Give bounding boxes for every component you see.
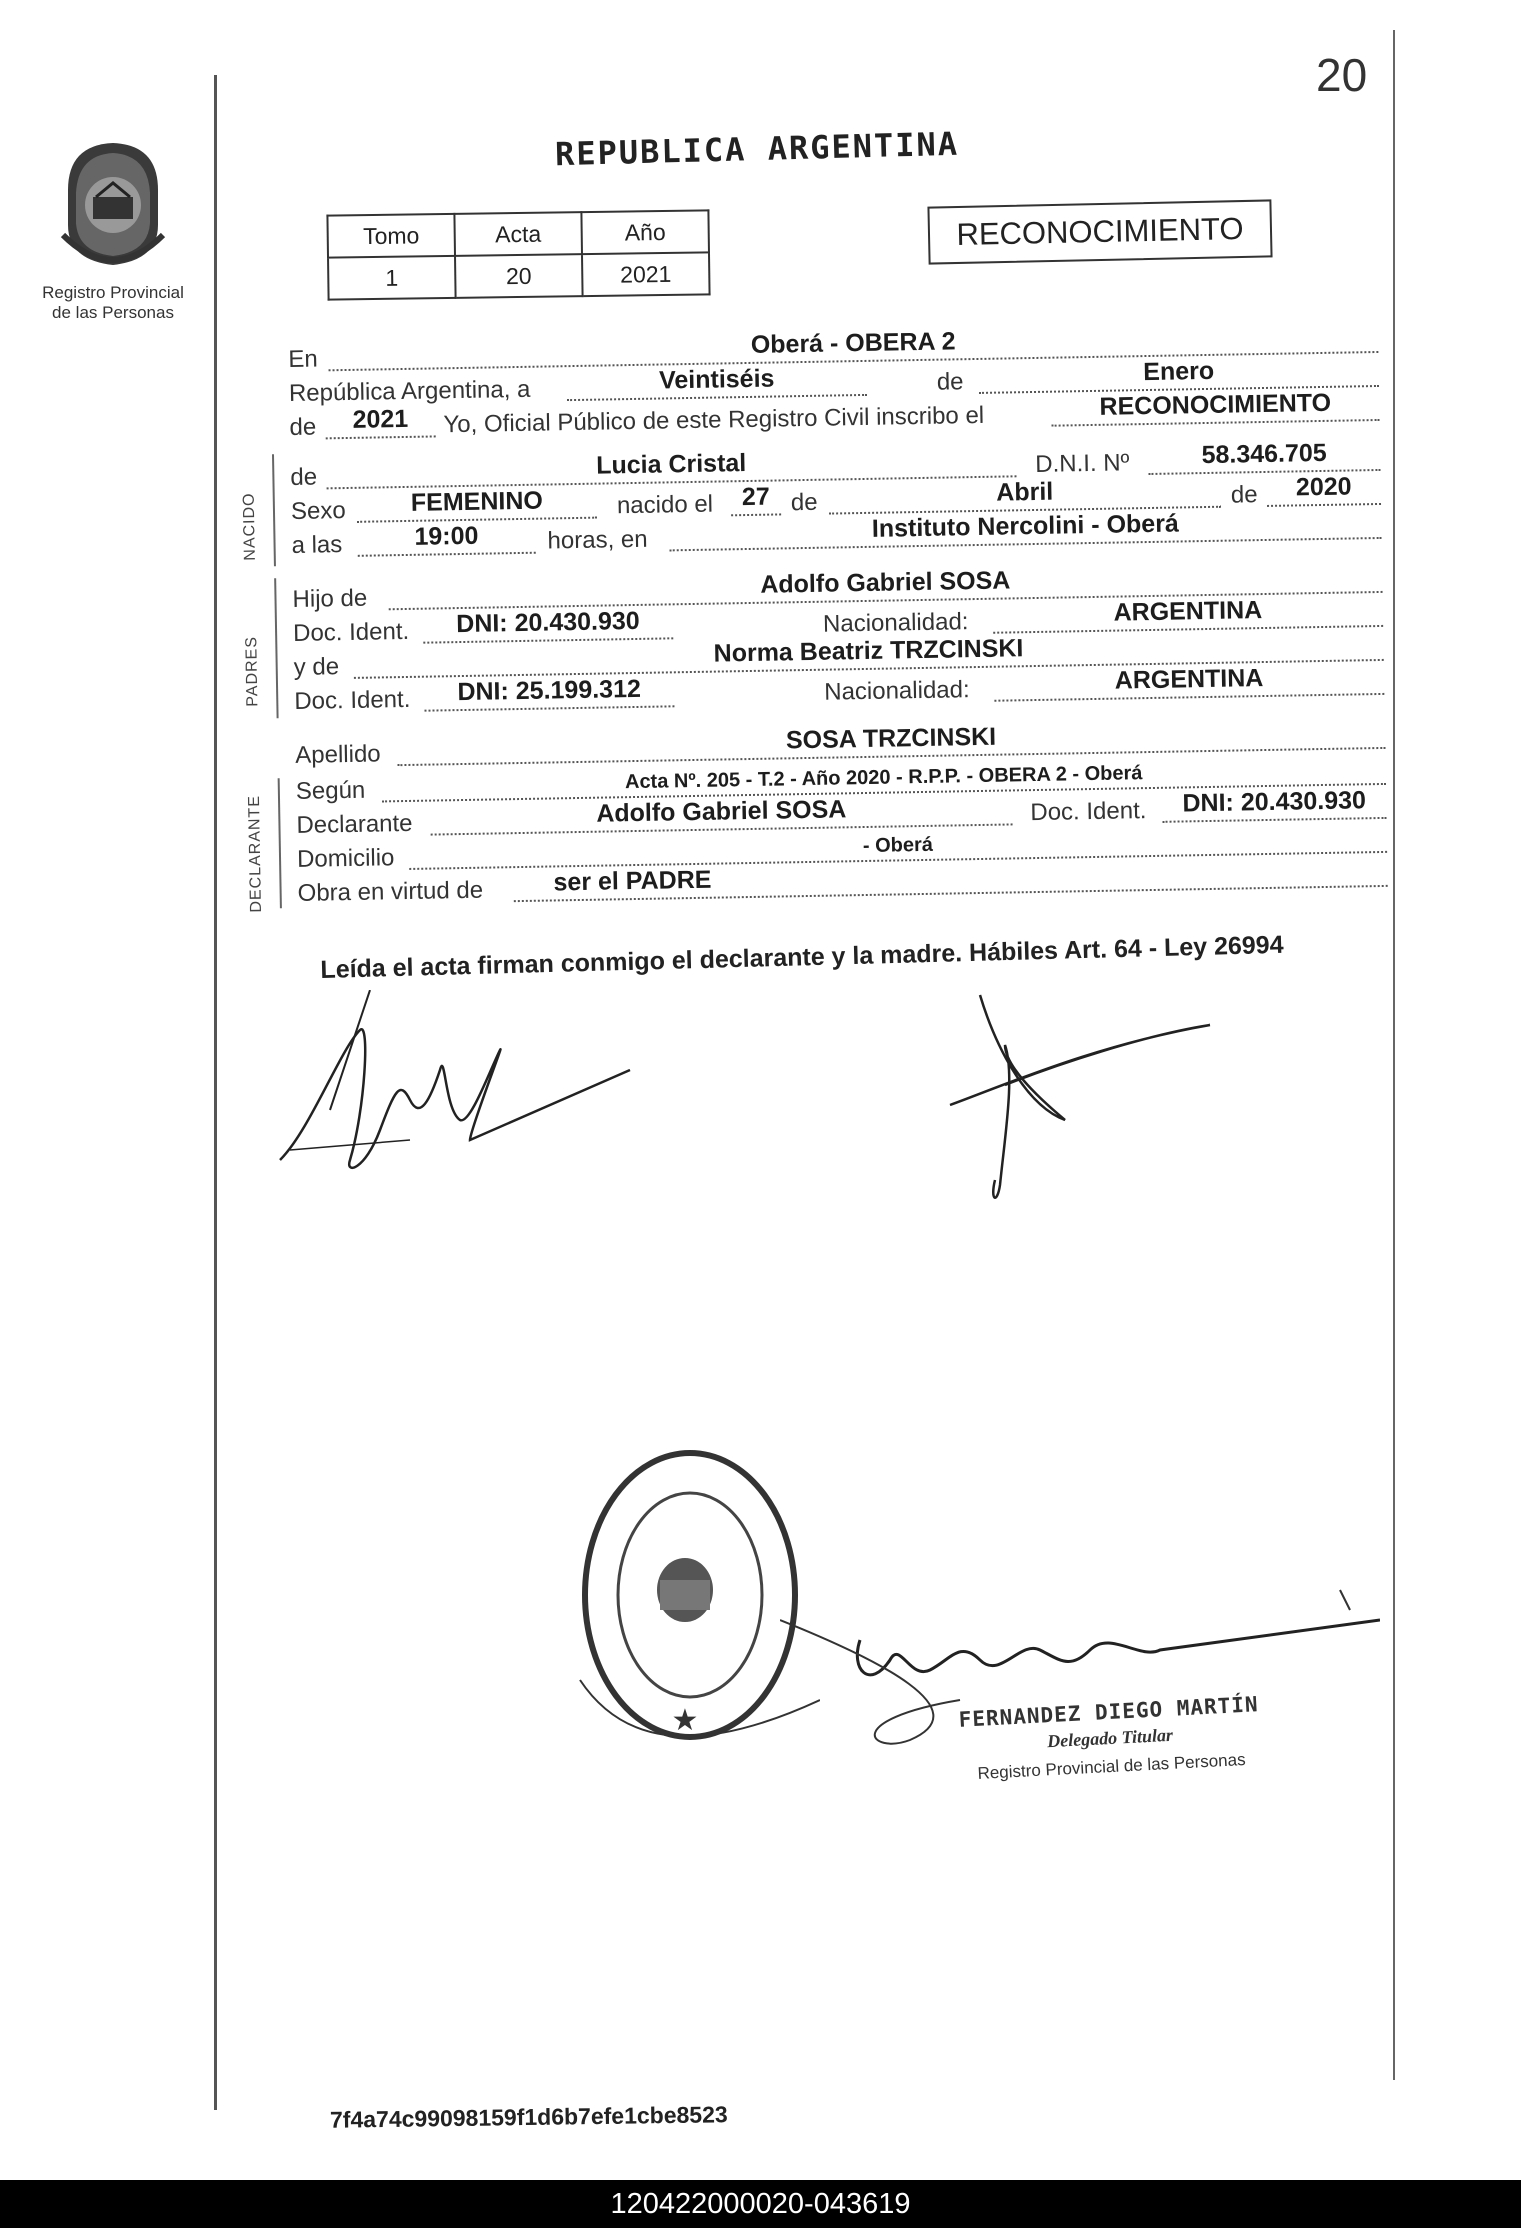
value-en: Oberá - OBERA 2 — [750, 327, 956, 359]
official-block — [958, 1692, 1262, 1785]
label-declarante: Declarante — [296, 809, 413, 839]
value-obra: ser el PADRE — [553, 865, 712, 897]
official-org: Registro Provincial de las Personas — [977, 1749, 1247, 1783]
value-domicilio: - Oberá — [862, 833, 934, 858]
logo-caption-line1: Registro Provincial — [42, 283, 184, 302]
value-lugar: Instituto Nercolini - Oberá — [871, 509, 1180, 543]
field-madre-doc — [424, 674, 674, 711]
tomo-acta-ano-table — [326, 209, 710, 300]
side-label-declarante: DECLARANTE — [245, 794, 265, 913]
field-inscribo — [1051, 388, 1379, 427]
value-padre: Adolfo Gabriel SOSA — [760, 566, 1011, 599]
value-madre-nac: ARGENTINA — [1114, 664, 1264, 695]
right-margin-line — [1393, 30, 1395, 2080]
label-nac2: Nacionalidad: — [823, 676, 970, 706]
left-margin-line — [214, 75, 217, 2110]
province-seal-icon — [48, 135, 178, 275]
label-obra: Obra en virtud de — [297, 876, 484, 907]
label-de3: de — [290, 463, 318, 491]
label-nac1: Nacionalidad: — [822, 608, 969, 638]
label-doc2: Doc. Ident. — [294, 685, 411, 715]
label-sexo: Sexo — [290, 497, 346, 525]
label-segun: Según — [295, 776, 366, 805]
closing-statement: Leída el acta firman conmigo el declarante y la madre. Hábiles Art. 64 - Ley 26994 — [320, 930, 1284, 984]
value-madre-doc: DNI: 25.199.312 — [457, 674, 642, 707]
value-madre: Norma Beatriz TRZCINSKI — [713, 634, 1024, 668]
value-padre-doc: DNI: 20.430.930 — [456, 606, 640, 639]
field-day — [567, 366, 867, 401]
label-en: En — [288, 345, 318, 373]
label-domicilio: Domicilio — [296, 844, 395, 873]
field-padre-doc — [423, 606, 673, 643]
field-sexo — [357, 486, 597, 523]
value-month: Enero — [1143, 356, 1215, 387]
value-declarante-doc: DNI: 20.430.930 — [1182, 786, 1367, 818]
header-acta: Acta — [454, 212, 582, 256]
value-segun: Acta Nº. 205 - T.2 - Año 2020 - R.P.P. - OBERA 2 - Oberá — [624, 762, 1143, 794]
registry-logo — [28, 135, 198, 323]
value-day: Veintiséis — [658, 364, 775, 395]
mother-signature-icon — [945, 985, 1215, 1215]
value-dni: 58.346.705 — [1201, 438, 1327, 470]
record-form — [240, 321, 1404, 1000]
label-yde: y de — [293, 653, 340, 681]
label-de4: de — [790, 488, 818, 517]
declarante-bar — [278, 778, 282, 908]
label-dni: D.N.I. Nº — [1035, 449, 1130, 478]
official-role: Delegado Titular — [1046, 1724, 1174, 1752]
field-declarante-doc — [1162, 786, 1386, 823]
field-nac-year — [1267, 472, 1382, 507]
value-declarante: Adolfo Gabriel SOSA — [596, 795, 847, 828]
value-sexo: FEMENINO — [410, 486, 544, 517]
record-type-box: RECONOCIMIENTO — [927, 199, 1272, 264]
field-madre-nac — [994, 665, 1384, 702]
side-label-nacido: NACIDO — [240, 492, 259, 561]
label-horas: horas, en — [547, 525, 648, 555]
logo-caption-line2: de las Personas — [52, 303, 174, 322]
padres-bar — [274, 578, 278, 718]
declarant-signature-icon — [270, 990, 650, 1190]
value-nac-month: Abril — [996, 477, 1054, 507]
field-year — [325, 404, 436, 439]
svg-text:★: ★ — [671, 1703, 699, 1738]
label-nacido: nacido el — [616, 490, 714, 520]
label-inscribo: Yo, Oficial Público de este Registro Civil inscribo el — [443, 401, 985, 439]
label-doc1: Doc. Ident. — [292, 617, 410, 647]
side-label-padres: PADRES — [243, 635, 262, 707]
footer-code-bar: 120422000020-043619 — [0, 2180, 1521, 2228]
label-alas: a las — [291, 531, 343, 559]
value-ano: 2021 — [582, 252, 710, 296]
nacido-bar — [272, 454, 276, 566]
header-tomo: Tomo — [327, 214, 455, 258]
value-hora: 19:00 — [414, 521, 479, 551]
value-inscribo: RECONOCIMIENTO — [1099, 388, 1332, 421]
value-padre-nac: ARGENTINA — [1113, 596, 1263, 627]
label-de: de — [936, 368, 964, 396]
value-nac-day: 27 — [741, 482, 770, 512]
label-de5: de — [1230, 481, 1258, 509]
official-name: FERNANDEZ DIEGO MARTÍN — [958, 1692, 1260, 1732]
document-title: REPUBLICA ARGENTINA — [554, 124, 960, 174]
header-ano: Año — [581, 210, 709, 254]
field-hora — [357, 521, 535, 557]
value-nac-year: 2020 — [1295, 472, 1352, 502]
label-hijo: Hijo de — [292, 584, 368, 613]
value-apellido: SOSA TRZCINSKI — [785, 722, 997, 755]
value-nombre: Lucia Cristal — [595, 449, 747, 480]
label-apellido: Apellido — [295, 740, 381, 769]
document-hash: 7f4a74c99098159f1d6b7efe1cbe8523 — [329, 2101, 728, 2133]
value-year: 2021 — [352, 404, 409, 434]
value-acta: 20 — [455, 254, 583, 298]
label-de2: de — [289, 413, 317, 441]
field-dni — [1148, 438, 1380, 475]
label-doc3: Doc. Ident. — [1030, 797, 1147, 827]
label-republica: República Argentina, a — [288, 375, 531, 407]
page-number: 20 — [1316, 49, 1368, 101]
value-tomo: 1 — [328, 256, 456, 300]
field-nac-day — [731, 482, 782, 516]
